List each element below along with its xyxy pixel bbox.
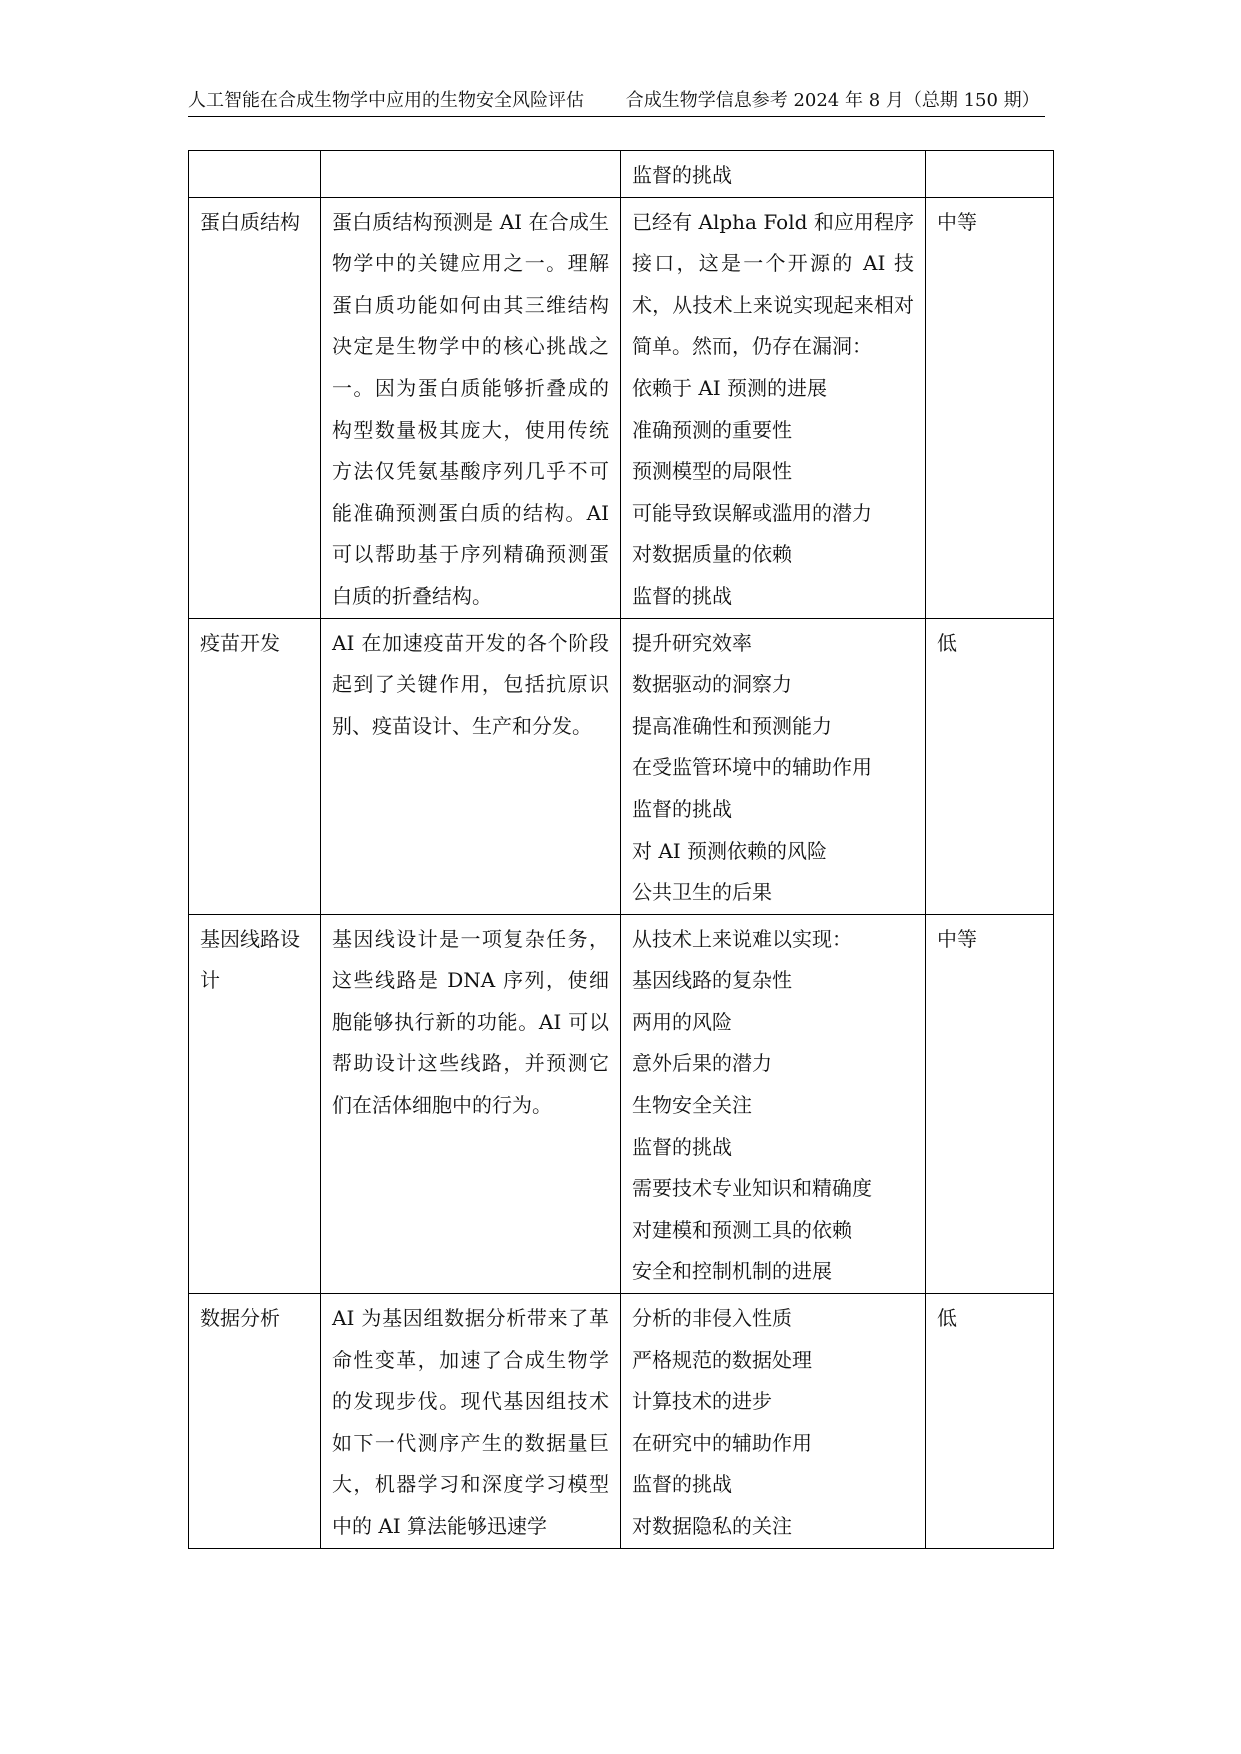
area-cell: 蛋白质结构 [189, 197, 321, 618]
area-cell [189, 151, 321, 198]
point-item: 分析的非侵入性质 [632, 1306, 792, 1331]
point-item: 严格规范的数据处理 [632, 1347, 812, 1372]
description-cell: AI 在加速疫苗开发的各个阶段起到了关键作用，包括抗原识别、疫苗设计、生产和分发。 [321, 618, 621, 914]
point-item: 提升研究效率 [632, 630, 752, 655]
header-article-title: 人工智能在合成生物学中应用的生物安全风险评估 [188, 90, 584, 111]
risk-level-cell: 低 [926, 1294, 1054, 1549]
point-item: 基因线路的复杂性 [632, 968, 792, 993]
description-cell [321, 151, 621, 198]
area-cell: 基因线路设计 [189, 914, 321, 1293]
point-item: 需要技术专业知识和精确度 [632, 1176, 872, 1201]
point-item: 安全和控制机制的进展 [632, 1259, 832, 1284]
table-row [189, 618, 1054, 914]
point-item: 公共卫生的后果 [632, 880, 772, 905]
points-cell [621, 618, 926, 914]
table-row [189, 197, 1054, 618]
point-item: 已经有 Alpha Fold 和应用程序接口，这是一个开源的 AI 技术，从技术上来说实现起来相对简单。然而，仍存在漏洞： [632, 209, 914, 359]
point-item: 依赖于 AI 预测的进展 [632, 375, 828, 400]
point-item: 对建模和预测工具的依赖 [632, 1217, 852, 1242]
table-row [189, 914, 1054, 1293]
risk-level-cell: 中等 [926, 914, 1054, 1293]
points-cell [621, 1294, 926, 1549]
point-item: 监督的挑战 [632, 163, 732, 187]
point-item: 意外后果的潜力 [632, 1051, 772, 1076]
description-cell: AI 为基因组数据分析带来了革命性变革，加速了合成生物学的发现步伐。现代基因组技术如下一代测序产生的数据量巨大，机器学习和深度学习模型中的 AI 算法能够迅速学 [321, 1294, 621, 1549]
area-cell: 疫苗开发 [189, 618, 321, 914]
risk-assessment-table [188, 150, 1054, 1549]
point-item: 监督的挑战 [632, 583, 732, 608]
point-item: 对数据质量的依赖 [632, 542, 792, 567]
point-item: 对数据隐私的关注 [632, 1514, 792, 1538]
points-cell [621, 914, 926, 1293]
point-item: 两用的风险 [632, 1009, 732, 1034]
point-item: 生物安全关注 [632, 1093, 752, 1118]
point-item: 监督的挑战 [632, 796, 732, 821]
point-item: 监督的挑战 [632, 1472, 732, 1497]
point-item: 在研究中的辅助作用 [632, 1430, 812, 1455]
description-cell: 蛋白质结构预测是 AI 在合成生物学中的关键应用之一。理解蛋白质功能如何由其三维结构决定是生物学中的核心挑战之一。因为蛋白质能够折叠成的构型数量极其庞大，使用传统方法仅凭氨基酸序列几乎不可能准确预测蛋白质的结构。AI 可以帮助基于序列精确预测蛋白质的折叠结构。 [321, 197, 621, 618]
point-item: 监督的挑战 [632, 1134, 732, 1159]
point-item: 可能导致误解或滥用的潜力 [632, 500, 872, 525]
point-item: 准确预测的重要性 [632, 417, 792, 442]
risk-level-cell: 中等 [926, 197, 1054, 618]
point-item: 计算技术的进步 [632, 1389, 772, 1414]
points-cell [621, 151, 926, 198]
running-header [188, 88, 1045, 117]
table-row [189, 1294, 1054, 1549]
risk-level-cell: 低 [926, 618, 1054, 914]
header-journal-info: 合成生物学信息参考 2024 年 8 月（总期 150 期） [625, 90, 1040, 111]
point-item: 预测模型的局限性 [632, 459, 792, 484]
point-item: 提高准确性和预测能力 [632, 713, 832, 738]
point-item: 数据驱动的洞察力 [632, 672, 792, 697]
point-item: 对 AI 预测依赖的风险 [632, 838, 828, 863]
description-cell: 基因线设计是一项复杂任务，这些线路是 DNA 序列，使细胞能够执行新的功能。AI 可以帮助设计这些线路，并预测它们在活体细胞中的行为。 [321, 914, 621, 1293]
area-cell: 数据分析 [189, 1294, 321, 1549]
table-row [189, 151, 1054, 198]
point-item: 从技术上来说难以实现： [632, 926, 852, 951]
points-cell [621, 197, 926, 618]
risk-level-cell [926, 151, 1054, 198]
point-item: 在受监管环境中的辅助作用 [632, 755, 872, 780]
